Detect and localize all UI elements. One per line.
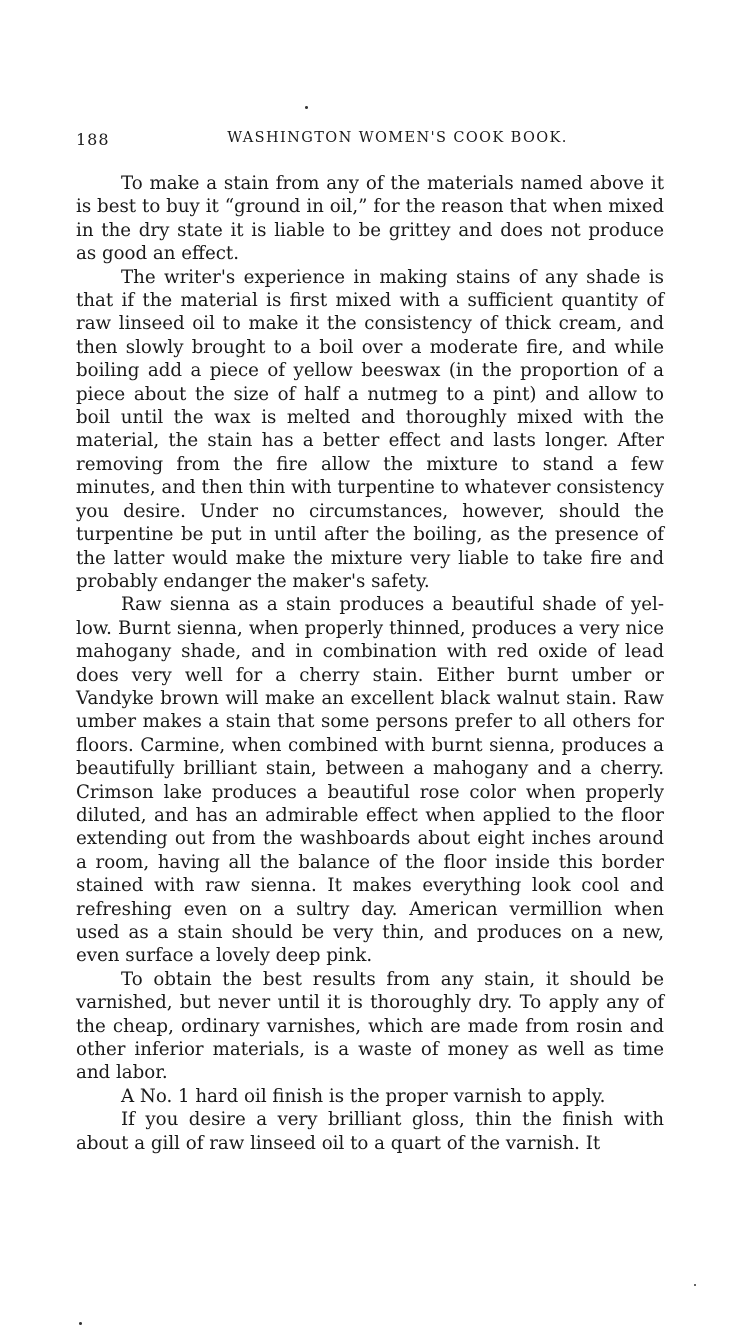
- running-head: WASHINGTON WOMEN'S COOK BOOK.: [227, 130, 568, 146]
- paragraph: To obtain the best results from any stain, it should be varnished, but never until it is thoroughly dry. To apply any of the cheap, ordinary varnishes, which are made from rosin and other inferior materials, is a waste of money as well as time and labor.: [76, 968, 664, 1084]
- paragraph: A No. 1 hard oil finish is the proper varnish to apply.: [121, 1085, 606, 1107]
- page-number: 188: [76, 130, 110, 149]
- print-speck: [694, 1284, 696, 1286]
- paragraph: The writer's experience in making stains of any shade is that if the material is first mixed with a sufficient quantity of raw linseed oil to make it the consistency of thick cream, and then slowly brought to a boil over a moderate fire, and while boiling add a piece of yellow beeswax (in the proportion of a piece about the size of half a nutmeg to a pint) and allow to boil until the wax is melted and thoroughly mixed with the material, the stain has a better effect and lasts longer. After removing from the fire allow the mixture to stand a few minutes, and then thin with turpentine to whatever consistency you desire. Under no circumstances, however, should the turpentine be put in until after the boiling, as the presence of the latter would make the mixture very liable to take fire and probably endanger the maker's safety.: [76, 266, 664, 592]
- print-speck: [305, 106, 308, 109]
- print-speck: [79, 1322, 82, 1325]
- paragraph: If you desire a very brilliant gloss, thin the finish with about a gill of raw linseed oil to a quart of the varnish. It: [76, 1109, 664, 1154]
- body-text: [76, 172, 664, 1155]
- page-header: [76, 130, 664, 158]
- paragraph: To make a stain from any of the materials named above it is best to buy it “ground in oil,” for the reason that when mixed in the dry state it is liable to be grittey and does not produce as good an effect.: [76, 173, 664, 265]
- paragraph: Raw sienna as a stain produces a beautiful shade of yellow. Burnt sienna, when properly thinned, produces a very nice mahogany shade, and in combination with red oxide of lead does very well for a cherry stain. Either burnt umber or Vandyke brown will make an excellent black walnut stain. Raw umber makes a stain that some persons prefer to all others for floors. Carmine, when combined with burnt sienna, produces a beautifully brilliant stain, between a mahogany and a cherry. Crimson lake produces a beautiful rose color when properly diluted, and has an admirable effect when applied to the floor extending out from the washboards about eight inches around a room, having all the balance of the floor inside this border stained with raw sienna. It makes everything look cool and refreshing even on a sultry day. American vermillion when used as a stain should be very thin, and produces on a new, even surface a lovely deep pink.: [76, 594, 664, 967]
